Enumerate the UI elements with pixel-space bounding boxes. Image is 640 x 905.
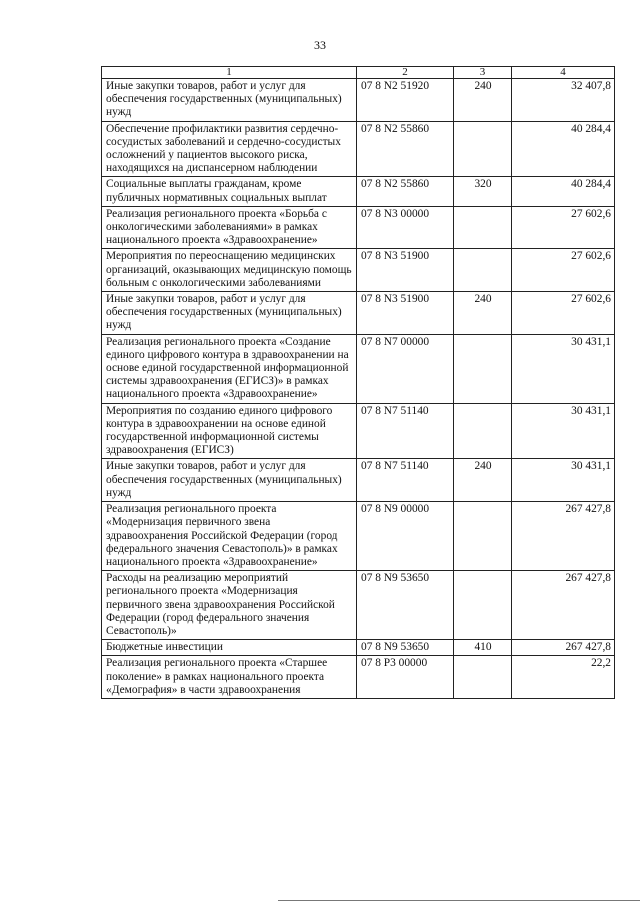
table-row xyxy=(102,334,615,403)
table-row xyxy=(102,656,615,699)
row-name-cell: Мероприятия по созданию единого цифрового контура в здравоохранении на основе единой государственной информационной системы здравоохранения (ЕГИСЗ) xyxy=(102,403,357,459)
row-amount-cell: 267 427,8 xyxy=(512,502,615,571)
row-amount-cell: 40 284,4 xyxy=(512,121,615,177)
row-name-cell: Иные закупки товаров, работ и услуг для обеспечения государственных (муниципальных) нужд xyxy=(102,459,357,502)
row-type-cell: 240 xyxy=(454,79,512,122)
row-name-cell: Реализация регионального проекта «Борьба с онкологическими заболеваниями» в рамках национального проекта «Здравоохранение» xyxy=(102,206,357,249)
row-name-cell: Расходы на реализацию мероприятий регионального проекта «Модернизация первичного звена здравоохранения Российской Федерации (город федерального значения Севастополь)» xyxy=(102,571,357,640)
row-code-cell: 07 8 N2 55860 xyxy=(357,121,454,177)
row-code-cell: 07 8 N7 51140 xyxy=(357,459,454,502)
row-name-cell: Социальные выплаты гражданам, кроме публичных нормативных социальных выплат xyxy=(102,177,357,206)
row-amount-cell: 40 284,4 xyxy=(512,177,615,206)
row-code-cell: 07 8 N3 51900 xyxy=(357,292,454,335)
row-name-cell: Бюджетные инвестиции xyxy=(102,640,357,656)
column-header-4: 4 xyxy=(512,67,615,79)
page-bottom-rule xyxy=(278,900,640,901)
row-amount-cell: 27 602,6 xyxy=(512,292,615,335)
budget-table xyxy=(101,66,615,699)
table-header-row xyxy=(102,67,615,79)
row-name-cell: Обеспечение профилактики развития сердечно-сосудистых заболеваний и сердечно-сосудистых осложнений у пациентов высокого риска, находящихся на диспансерном наблюдении xyxy=(102,121,357,177)
row-type-cell: 240 xyxy=(454,292,512,335)
table-row xyxy=(102,121,615,177)
row-amount-cell: 22,2 xyxy=(512,656,615,699)
table-row xyxy=(102,249,615,292)
row-name-cell: Реализация регионального проекта «Старшее поколение» в рамках национального проекта «Демография» в части здравоохранения xyxy=(102,656,357,699)
row-code-cell: 07 8 N7 51140 xyxy=(357,403,454,459)
row-type-cell xyxy=(454,502,512,571)
row-code-cell: 07 8 N2 55860 xyxy=(357,177,454,206)
table-row xyxy=(102,206,615,249)
row-name-cell: Реализация регионального проекта «Создание единого цифрового контура в здравоохранении на основе единой государственной информационной системы здравоохранения (ЕГИСЗ)» в рамках национального проекта «Здравоохранение» xyxy=(102,334,357,403)
column-header-2: 2 xyxy=(357,67,454,79)
row-amount-cell: 30 431,1 xyxy=(512,403,615,459)
row-type-cell: 240 xyxy=(454,459,512,502)
table-row xyxy=(102,502,615,571)
row-amount-cell: 30 431,1 xyxy=(512,334,615,403)
row-type-cell xyxy=(454,571,512,640)
table-row xyxy=(102,403,615,459)
row-name-cell: Мероприятия по переоснащению медицинских организаций, оказывающих медицинскую помощь больным с онкологическими заболеваниями xyxy=(102,249,357,292)
row-type-cell xyxy=(454,403,512,459)
row-name-cell: Иные закупки товаров, работ и услуг для обеспечения государственных (муниципальных) нужд xyxy=(102,79,357,122)
table-row xyxy=(102,571,615,640)
table-row xyxy=(102,177,615,206)
row-name-cell: Иные закупки товаров, работ и услуг для обеспечения государственных (муниципальных) нужд xyxy=(102,292,357,335)
row-amount-cell: 27 602,6 xyxy=(512,249,615,292)
row-code-cell: 07 8 N9 53650 xyxy=(357,571,454,640)
row-code-cell: 07 8 N9 53650 xyxy=(357,640,454,656)
column-header-1: 1 xyxy=(102,67,357,79)
row-code-cell: 07 8 N7 00000 xyxy=(357,334,454,403)
table-row xyxy=(102,79,615,122)
row-amount-cell: 27 602,6 xyxy=(512,206,615,249)
table-row xyxy=(102,459,615,502)
row-code-cell: 07 8 N9 00000 xyxy=(357,502,454,571)
row-type-cell xyxy=(454,249,512,292)
row-amount-cell: 267 427,8 xyxy=(512,640,615,656)
row-type-cell xyxy=(454,334,512,403)
row-amount-cell: 267 427,8 xyxy=(512,571,615,640)
row-amount-cell: 30 431,1 xyxy=(512,459,615,502)
row-amount-cell: 32 407,8 xyxy=(512,79,615,122)
row-type-cell xyxy=(454,121,512,177)
row-code-cell: 07 8 N3 51900 xyxy=(357,249,454,292)
column-header-3: 3 xyxy=(454,67,512,79)
page-number: 33 xyxy=(314,38,326,52)
table-row xyxy=(102,292,615,335)
row-name-cell: Реализация регионального проекта «Модернизация первичного звена здравоохранения Российской Федерации (город федерального значения Севастополь)» в рамках национального проекта «Здравоохранение» xyxy=(102,502,357,571)
row-code-cell: 07 8 N3 00000 xyxy=(357,206,454,249)
row-type-cell: 410 xyxy=(454,640,512,656)
table-row xyxy=(102,640,615,656)
row-type-cell xyxy=(454,206,512,249)
row-code-cell: 07 8 N2 51920 xyxy=(357,79,454,122)
row-type-cell: 320 xyxy=(454,177,512,206)
row-type-cell xyxy=(454,656,512,699)
row-code-cell: 07 8 P3 00000 xyxy=(357,656,454,699)
